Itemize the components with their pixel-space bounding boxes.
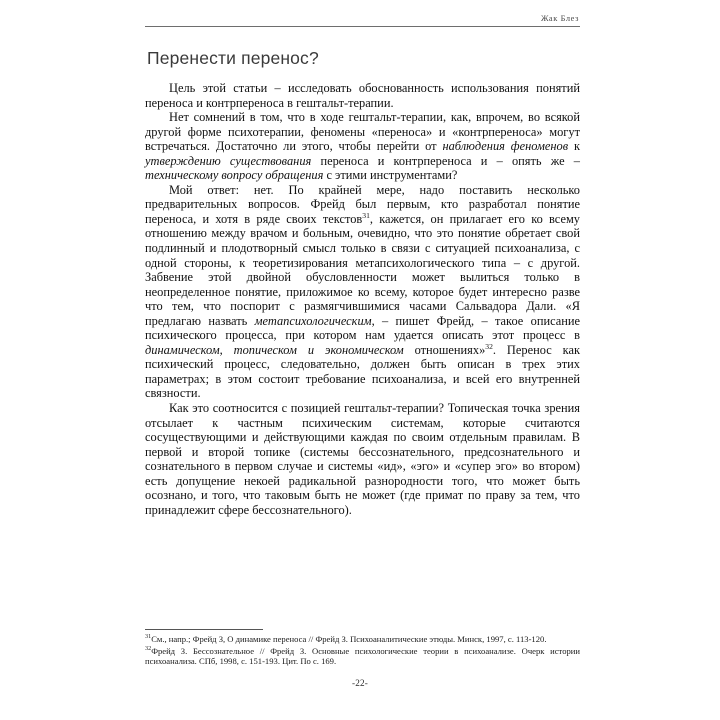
body-text-run: к — [568, 139, 580, 154]
body-text-run: Как это соотносится с позицией гештальт-терапии? Топическая точка зрения отсылает к частным психическим системам, которые считаются сосуществующими и действующими каждая по своим отдельным правилам. В первой и второй топике (системы бессознательного, предсознательного и сознательного в первом случае и системы «ид», «эго» и «супер эго» во втором) есть допущение некоей радикальной разнородности того, что может быть осознано, и того, что таковым быть не может (где примат по праву за тем, что принадлежит сфере бессознательного). — [145, 401, 580, 517]
emphasis-text: техническому вопросу обращения — [145, 168, 324, 183]
emphasis-text: утверждению существования — [145, 153, 312, 168]
body-text-run: , кажется, он прилагает его ко всему отношению между врачом и больным, очевидно, что это понятие обретает свой подлинный и плодотворный смысл только в связи с ситуацией психоанализа, с одной стороны, к теоретизирования метапсихологического типа – с другой. Забвение этой двойной обусловленности может вылиться только в неопределенное понятие, приложимое ко всему, которое будет интересно разве что тем, что поспорит с размягчившимися часами Сальвадора Дали. «Я предлагаю назвать — [145, 211, 580, 328]
body-text-run: отношениях» — [403, 342, 486, 357]
page-title: Перенести перенос? — [147, 48, 319, 68]
body-text-run: с этими инструментами? — [323, 168, 458, 183]
footnote-marker: 31 — [145, 633, 152, 641]
body-text-run: , – пишет Фрейд, – такое описание психического процесса, при котором нам удается описать этот процесс в — [145, 313, 580, 343]
emphasis-text: динамическом, топическом и экономическом — [145, 342, 404, 357]
body-paragraph — [145, 401, 580, 517]
emphasis-text: наблюдения феноменов — [442, 139, 569, 154]
body-paragraph — [145, 183, 580, 401]
running-head — [145, 0, 580, 34]
footnote-item — [145, 646, 580, 667]
body-paragraph — [145, 110, 580, 183]
body-paragraph — [145, 81, 580, 110]
footnote-separator-rule — [145, 629, 263, 630]
body-text-run: . Перенос как психический процесс, следовательно, должен быть описан в трех этих параметрах; в этом состоит требование психоанализа, и всей его внутренней связности. — [145, 342, 581, 401]
body-text-run: Нет сомнений в том, что в ходе гештальт-терапии, как, впрочем, во всякой другой форме психотерапии, феномены «переноса» и «контрпереноса» могут встречаться. Достаточно ли этого, чтобы перейти от — [145, 110, 580, 154]
footnote-marker: 32 — [145, 644, 152, 652]
footnote-reference[interactable]: 32 — [485, 341, 493, 351]
page-content-column — [145, 0, 580, 517]
body-text-run: Цель этой статьи – исследовать обоснованность использования понятий переноса и контрпереноса в гештальт-терапии. — [145, 81, 580, 110]
body-text-run: переноса и контрпереноса и – опять же – — [311, 153, 580, 168]
page-number: -22- — [351, 678, 369, 688]
footnote-item — [145, 634, 580, 645]
emphasis-text: метапсихологическим — [254, 313, 372, 328]
body-text-run: Мой ответ: нет. По крайней мере, надо поставить несколько предварительных вопросов. Фрейд был первым, кто разработал понятие переноса, и хотя в ряде своих текстов — [145, 182, 580, 226]
footnote-text: Фрейд З. Бессознательное // Фрейд З. Основные психологические теории в психоанализе. Очерк истории психоанализа. СПб, 1998, с. 151-193. Цит. По с. 169. — [145, 645, 580, 667]
header-rule — [145, 26, 580, 27]
article-body — [145, 81, 580, 517]
footnote-text: См., напр.; Фрейд З, О динамике переноса // Фрейд З. Психоаналитические этюды. Минск, 1997, с. 113-120. — [151, 634, 547, 644]
running-head-text: Жак Блез — [541, 14, 579, 23]
footnotes-section — [145, 629, 580, 668]
footnote-reference[interactable]: 31 — [362, 210, 370, 220]
